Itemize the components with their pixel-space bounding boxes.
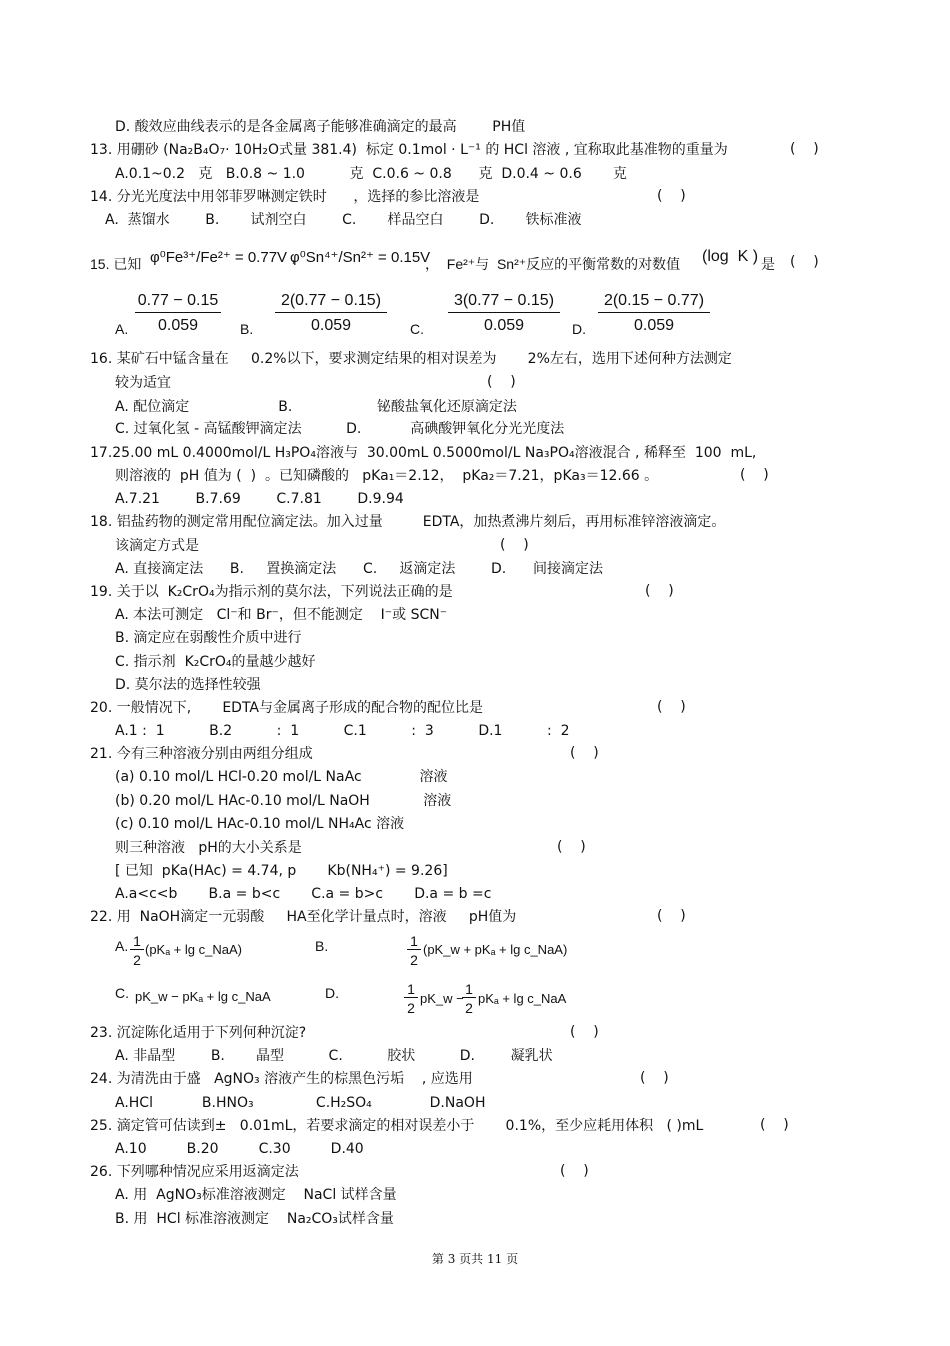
options-17: A.7.21 B.7.69 C.7.81 D.9.94 bbox=[115, 491, 404, 507]
expression-a: (pKₐ + lg c_NaA) bbox=[145, 942, 242, 957]
half-fraction bbox=[130, 933, 144, 968]
answer-blank: ( ) bbox=[500, 537, 529, 553]
answer-blank: ( ) bbox=[645, 583, 674, 599]
answer-blank: ( ) bbox=[790, 254, 819, 270]
numerator: 1 bbox=[130, 933, 144, 950]
option-b: B. 滴定应在弱酸性介质中进行 bbox=[115, 630, 302, 646]
fraction-c bbox=[448, 292, 560, 335]
fraction-d bbox=[598, 292, 710, 335]
potential-fe: φ⁰Fe³⁺/Fe²⁺ = 0.77V , bbox=[150, 249, 296, 266]
question-21: 21. 今有三种溶液分别由两组分组成 bbox=[90, 746, 313, 762]
solution-c: (c) 0.10 mol/L HAc-0.10 mol/L NH₄Ac 溶液 bbox=[115, 816, 405, 832]
option-label: A. bbox=[115, 938, 129, 954]
question-20: 20. 一般情况下, EDTA与金属离子形成的配合物的配位比是 bbox=[90, 700, 483, 716]
numerator: 2(0.77 − 0.15) bbox=[275, 292, 387, 313]
question-18: 18. 铝盐药物的测定常用配位滴定法。加入过量 EDTA，加热煮沸片刻后，再用标准锌溶液滴定。 bbox=[90, 514, 726, 530]
text-line: D. 酸效应曲线表示的是各金属离子能够准确滴定的最高 PH值 bbox=[115, 119, 526, 135]
option-label: B. bbox=[315, 938, 329, 954]
question-15-text: ， Fe²⁺与 Sn²⁺反应的平衡常数的对数值 bbox=[425, 256, 681, 272]
fraction-b bbox=[275, 292, 387, 335]
text-line: 则三种溶液 pH的大小关系是 bbox=[115, 840, 302, 856]
denominator: 0.059 bbox=[483, 317, 525, 334]
options-13: A.0.1~0.2 克 B.0.8 ~ 1.0 克 C.0.6 ~ 0.8 克 D.0.4 ~ 0.6 克 bbox=[115, 166, 627, 182]
question-16: 16. 某矿石中锰含量在 0.2%以下，要求测定结果的相对误差为 2%左右，选用下述何种方法测定 bbox=[90, 351, 732, 367]
question-17: 17.25.00 mL 0.4000mol/L H₃PO₄溶液与 30.00mL 0.5000mol/L Na₃PO₄溶液混合 , 稀释至 100 mL, bbox=[90, 445, 757, 461]
denominator: 0.059 bbox=[310, 317, 352, 334]
answer-blank: ( ) bbox=[740, 467, 769, 483]
given-constants: [ 已知 pKa(HAc) = 4.74, p Kb(NH₄⁺) = 9.26] bbox=[115, 863, 448, 879]
numerator: 1 bbox=[404, 981, 418, 998]
options-25: A.10 B.20 C.30 D.40 bbox=[115, 1141, 364, 1157]
answer-blank: ( ) bbox=[760, 1117, 789, 1133]
expression-c: pK_w − pKₐ + lg c_NaA bbox=[135, 989, 271, 1004]
numerator: 0.77 − 0.15 bbox=[135, 292, 221, 313]
denominator: 2 bbox=[407, 1000, 415, 1016]
option-d: D. 莫尔法的选择性较强 bbox=[115, 677, 261, 693]
options-20: A.1 : 1 B.2 : 1 C.1 : 3 D.1 : 2 bbox=[115, 723, 570, 739]
options-18: A. 直接滴定法 B. 置换滴定法 C. 返滴定法 D. 间接滴定法 bbox=[115, 561, 603, 577]
text-line: 该滴定方式是 bbox=[115, 538, 199, 554]
solution-b: (b) 0.20 mol/L HAc-0.10 mol/L NaOH 溶液 bbox=[115, 793, 452, 809]
answer-blank: ( ) bbox=[640, 1070, 669, 1086]
option-b: B. 用 HCl 标准溶液测定 Na₂CO₃试样含量 bbox=[115, 1211, 394, 1227]
question-13: 13. 用硼砂 (Na₂B₄O₇· 10H₂O式量 381.4) 标定 0.1mol · L⁻¹ 的 HCl 溶液 , 宜称取此基准物的重量为 bbox=[90, 142, 728, 158]
options-24: A.HCl B.HNO₃ C.H₂SO₄ D.NaOH bbox=[115, 1095, 486, 1111]
answer-blank: ( ) bbox=[657, 699, 686, 715]
question-15-suffix: 是 bbox=[761, 256, 775, 272]
answer-blank: ( ) bbox=[790, 141, 819, 157]
options-14: A. 蒸馏水 B. 试剂空白 C. 样品空白 D. 铁标准液 bbox=[105, 212, 582, 228]
denominator: 2 bbox=[465, 1000, 473, 1016]
solution-a: (a) 0.10 mol/L HCl-0.20 mol/L NaAc 溶液 bbox=[115, 769, 448, 785]
text-line: 则溶液的 pH 值为 ( ) 。已知磷酸的 pKa₁＝2.12， pKa₂＝7.21，pKa₃＝12.66 。 bbox=[115, 468, 659, 484]
option-label: C. bbox=[410, 321, 424, 337]
options-16: A. 配位滴定 B. 铋酸盐氧化还原滴定法 bbox=[115, 399, 517, 415]
options-21: A.a<c<b B.a = b<c C.a = b>c D.a = b =c bbox=[115, 886, 492, 902]
numerator: 2(0.15 − 0.77) bbox=[598, 292, 710, 313]
question-22: 22. 用 NaOH滴定一元弱酸 HA至化学计量点时，溶液 pH值为 bbox=[90, 909, 517, 925]
denominator: 0.059 bbox=[157, 317, 199, 334]
option-label: C. bbox=[115, 985, 129, 1001]
option-c: C. 指示剂 K₂CrO₄的量越少越好 bbox=[115, 654, 316, 670]
option-label: B. bbox=[240, 321, 254, 337]
question-14: 14. 分光光度法中用邻菲罗啉测定铁时 ，选择的参比溶液是 bbox=[90, 189, 480, 205]
question-23: 23. 沉淀陈化适用于下列何种沉淀? bbox=[90, 1025, 307, 1041]
question-26: 26. 下列哪种情况应采用返滴定法 bbox=[90, 1164, 299, 1180]
option-a: A. 用 AgNO₃标准溶液测定 NaCl 试样含量 bbox=[115, 1187, 397, 1203]
answer-blank: ( ) bbox=[657, 908, 686, 924]
option-a: A. 本法可测定 Cl⁻和 Br⁻，但不能测定 I⁻或 SCN⁻ bbox=[115, 607, 448, 623]
numerator: 1 bbox=[462, 981, 476, 998]
options-23: A. 非晶型 B. 晶型 C. 胶状 D. 凝乳状 bbox=[115, 1048, 553, 1064]
half-fraction bbox=[407, 933, 421, 968]
question-25: 25. 滴定管可估读到± 0.01mL，若要求滴定的相对误差小于 0.1%，至少应耗用体积 ( )mL bbox=[90, 1118, 704, 1134]
answer-blank: ( ) bbox=[570, 745, 599, 761]
denominator: 2 bbox=[410, 952, 418, 968]
log-k: (log K ) bbox=[702, 248, 759, 265]
denominator: 0.059 bbox=[633, 317, 675, 334]
option-label: A. bbox=[115, 321, 129, 337]
option-label: D. bbox=[572, 321, 586, 337]
expression-d-part2: pKₐ + lg c_NaA bbox=[478, 991, 567, 1006]
page-footer: 第 3 页共 11 页 bbox=[431, 1252, 519, 1266]
expression-d-part1: pK_w − bbox=[420, 991, 464, 1006]
numerator: 3(0.77 − 0.15) bbox=[448, 292, 560, 313]
answer-blank: ( ) bbox=[487, 374, 516, 390]
option-label: D. bbox=[325, 985, 339, 1001]
numerator: 1 bbox=[407, 933, 421, 950]
answer-blank: ( ) bbox=[657, 188, 686, 204]
text-line: 较为适宜 bbox=[115, 375, 171, 391]
question-24: 24. 为清洗由于盛 AgNO₃ 溶液产生的棕黑色污垢 , 应选用 bbox=[90, 1071, 473, 1087]
potential-sn: φ⁰Sn⁴⁺/Sn²⁺ = 0.15V bbox=[290, 249, 431, 266]
question-15-prefix: 15. 已知 bbox=[90, 256, 142, 272]
fraction-a bbox=[135, 292, 221, 335]
denominator: 2 bbox=[133, 952, 141, 968]
half-fraction bbox=[462, 981, 476, 1016]
answer-blank: ( ) bbox=[570, 1024, 599, 1040]
question-19: 19. 关于以 K₂CrO₄为指示剂的莫尔法，下列说法正确的是 bbox=[90, 584, 453, 600]
answer-blank: ( ) bbox=[560, 1163, 589, 1179]
expression-b: (pK_w + pKₐ + lg c_NaA) bbox=[423, 942, 568, 957]
answer-blank: ( ) bbox=[557, 839, 586, 855]
half-fraction bbox=[404, 981, 418, 1016]
options-16: C. 过氧化氢 - 高锰酸钾滴定法 D. 高碘酸钾氧化分光光度法 bbox=[115, 421, 565, 437]
